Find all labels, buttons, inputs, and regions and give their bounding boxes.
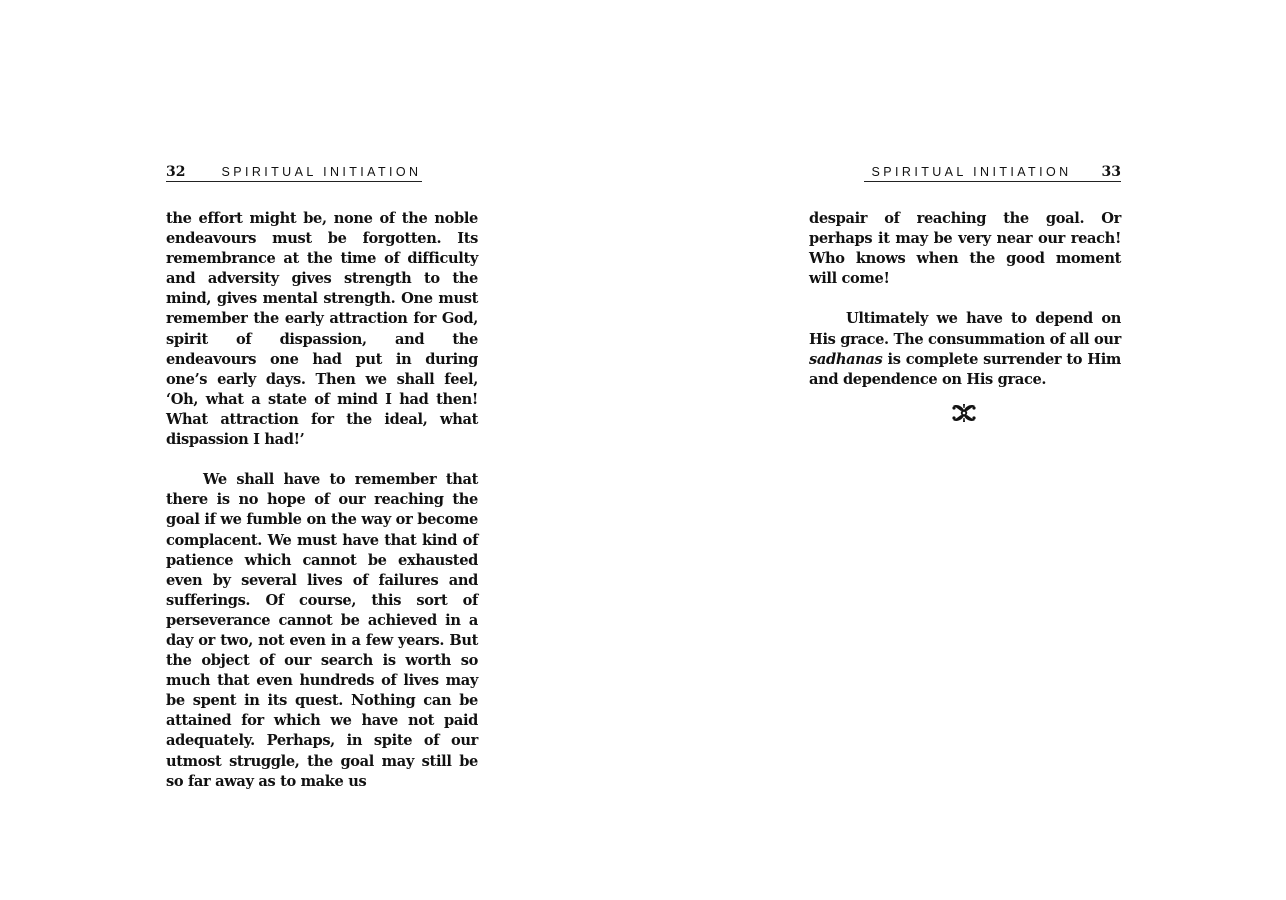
running-head-left <box>166 164 422 182</box>
paragraph-remember: We shall have to remember that there is no hope of our reaching the goal if we fumble on the way or become complacent. We must have that kind of patience which cannot be exhausted even by several lives of failures and sufferings. Of course, this sort of perseverance cannot be achieved in a day or two, not even in a few years. But the object of our search is worth so much that even hundreds of lives may be spent in its quest. Nothing can be attained for which we have not paid adequately. Perhaps, in spite of our utmost struggle, the goal may still be so far away as to make us <box>166 471 478 790</box>
body-text-right <box>809 209 1121 410</box>
grace-text-start: Ultimately we have to depend on His grace. The consummation of all our <box>809 310 1121 348</box>
right-page <box>643 0 1286 900</box>
running-head-title-left: SPIRITUAL INITIATION <box>221 165 422 179</box>
sadhanas-italic: sadhanas <box>809 350 883 368</box>
grace-text-end: is complete surrender to Him and dependence on His grace. <box>809 350 1121 388</box>
paragraph-continued: the effort might be, none of the noble endeavours must be forgotten. Its remembrance at the time of difficulty and adversity gives strength to the mind, gives mental strength. One must remember the early attraction for God, spirit of dispassion, and the endeavours one had put in during one’s early days. Then we shall feel, ‘Oh, what a state of mind I had then! What attraction for the ideal, what dispassion I had!’ <box>166 210 478 449</box>
running-head-title-right: SPIRITUAL INITIATION <box>871 165 1072 179</box>
page-number-left: 32 <box>166 164 186 180</box>
page-number-right: 33 <box>1101 164 1121 180</box>
paragraph-despair: despair of reaching the goal. Or perhaps it may be very near our reach! Who knows when the good moment will come! <box>809 210 1121 288</box>
running-head-right <box>864 164 1121 182</box>
body-text-left <box>166 209 478 812</box>
paragraph-grace <box>809 309 1121 389</box>
fleuron-ornament-icon <box>951 402 977 424</box>
